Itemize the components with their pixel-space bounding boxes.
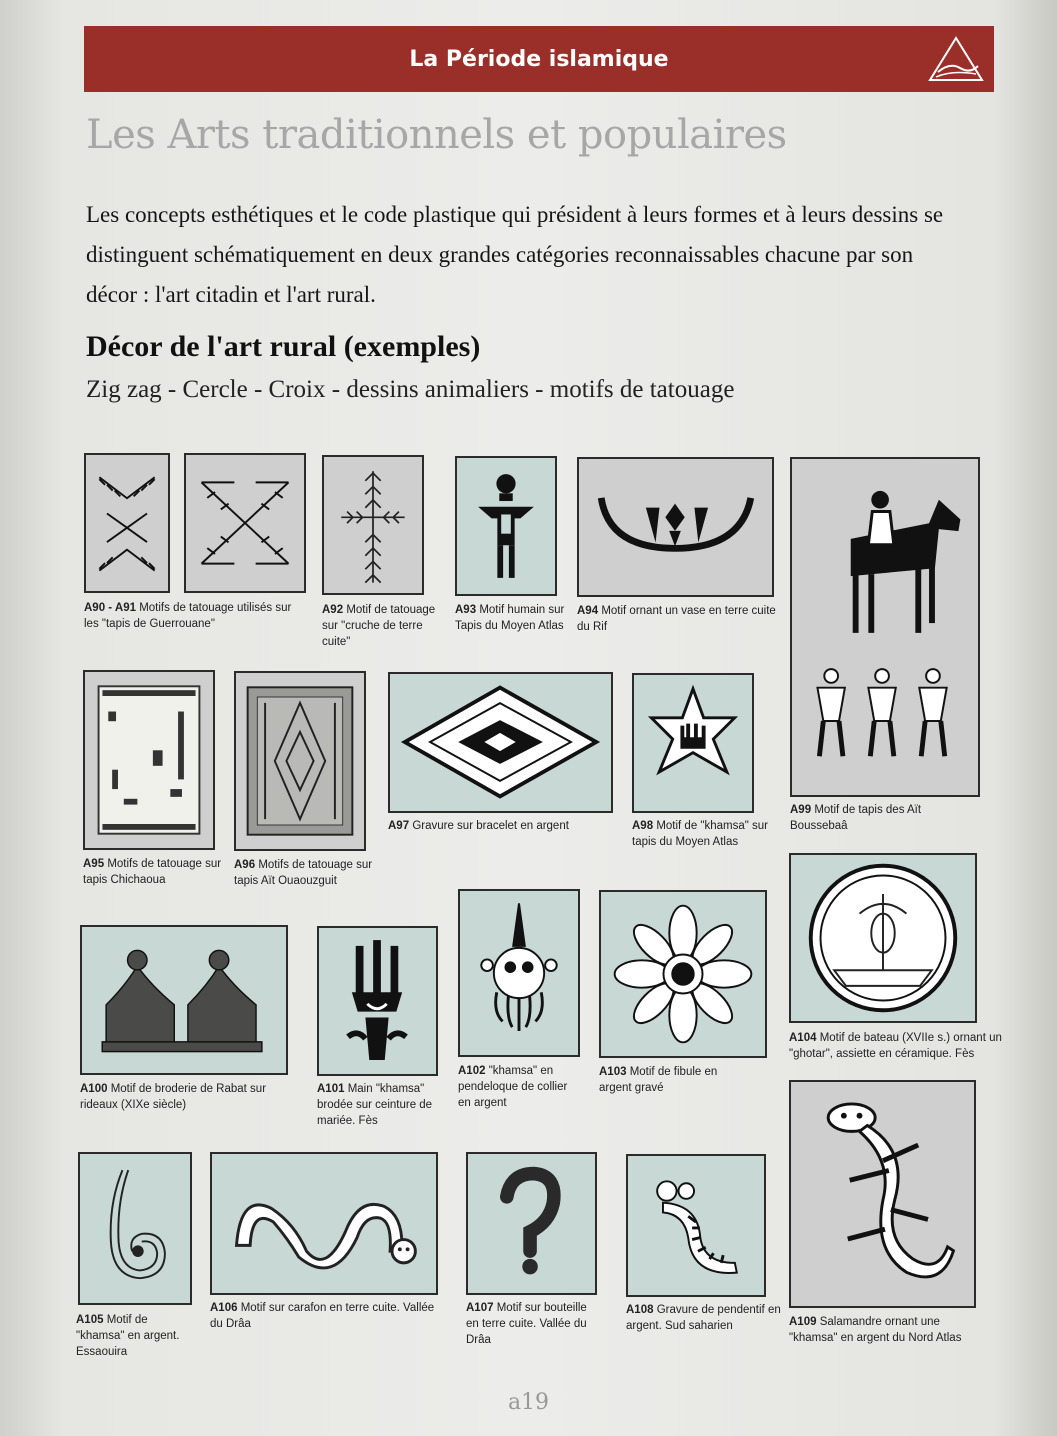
spiral-snake-icon <box>78 1152 192 1305</box>
figure-caption-a106: A106 Motif sur carafon en terre cuite. Vallée du Drâa <box>210 1302 435 1330</box>
figure-caption-a97: A97 Gravure sur bracelet en argent <box>388 820 569 832</box>
diamond-bracelet-icon <box>388 672 613 813</box>
mountain-triangle-logo <box>926 34 986 86</box>
figure-caption-a101: A101 Main "khamsa" brodée sur ceinture de mariée. Fès <box>317 1083 433 1127</box>
khamsa-star-icon <box>632 673 754 813</box>
motif-list: Zig zag - Cercle - Croix - dessins animaliers - motifs de tatouage <box>86 376 735 403</box>
embroidery-icon <box>80 925 288 1075</box>
carpet-ouaouzguit-icon <box>234 671 366 851</box>
wavy-snake-icon <box>210 1152 438 1295</box>
figure-caption-a98: A98 Motif de "khamsa" sur tapis du Moyen Atlas <box>632 820 769 848</box>
ceramic-plate-icon <box>789 853 977 1023</box>
pendant-icon <box>458 889 580 1057</box>
figure-caption-a109: A109 Salamandre ornant une "khamsa" en argent du Nord Atlas <box>789 1316 962 1344</box>
figure-caption-a90: A90 - A91 Motifs de tatouage utilisés sur les "tapis de Guerrouane" <box>84 602 292 630</box>
carpet-chichaoua-icon <box>83 670 215 850</box>
human-figure-icon <box>455 456 557 596</box>
figure-caption-a94: A94 Motif ornant un vase en terre cuite du Rif <box>577 605 776 633</box>
banner-title: La Période islamique <box>409 46 669 72</box>
page-title: Les Arts traditionnels et populaires <box>86 112 787 158</box>
figure-caption-a93: A93 Motif humain sur Tapis du Moyen Atlas <box>455 604 565 632</box>
figure-caption-a103: A103 Motif de fibule en argent gravé <box>599 1066 718 1094</box>
zigzag-tattoo-icon <box>184 453 306 593</box>
section-banner <box>84 26 994 92</box>
cross-tree-icon <box>322 455 424 595</box>
salamander-icon <box>789 1080 976 1308</box>
figure-caption-a107: A107 Motif sur bouteille en terre cuite. Vallée du Drâa <box>466 1302 587 1346</box>
figure-caption-a102: A102 "khamsa" en pendeloque de collier en argent <box>458 1065 568 1109</box>
flower-fibula-icon <box>599 890 767 1058</box>
intro-paragraph: Les concepts esthétiques et le code plastique qui président à leurs formes et à leurs dessins se distinguent schématiquement en deux grandes catégories reconnaissables chacune par son décor : l'art citadin et l'art rural. <box>86 202 944 307</box>
figure-caption-a104: A104 Motif de bateau (XVIIe s.) ornant un "ghotar", assiette en céramique. Fès <box>789 1032 1002 1060</box>
figure-caption-a92: A92 Motif de tatouage sur "cruche de terre cuite" <box>322 604 436 648</box>
hook-snake-icon <box>466 1152 597 1295</box>
figure-caption-a95: A95 Motifs de tatouage sur tapis Chichaoua <box>83 858 222 886</box>
figure-caption-a99: A99 Motif de tapis des Aït Boussebaâ <box>790 804 922 832</box>
coiled-snake-icon <box>626 1154 766 1297</box>
horns-motif-icon <box>577 457 774 597</box>
figure-caption-a108: A108 Gravure de pendentif en argent. Sud saharien <box>626 1304 781 1332</box>
section-heading: Décor de l'art rural (exemples) <box>86 330 481 363</box>
page-number: a19 <box>507 1390 550 1415</box>
figure-caption-a96: A96 Motifs de tatouage sur tapis Aït Ouaouzguit <box>234 859 373 887</box>
khamsa-hand-icon <box>317 926 438 1076</box>
figure-caption-a100: A100 Motif de broderie de Rabat sur rideaux (XIXe siècle) <box>80 1083 267 1111</box>
horse-rider-icon <box>790 457 980 797</box>
zigzag-tattoo-icon <box>84 453 170 593</box>
figure-caption-a105: A105 Motif de "khamsa" en argent. Essaouira <box>76 1314 180 1358</box>
